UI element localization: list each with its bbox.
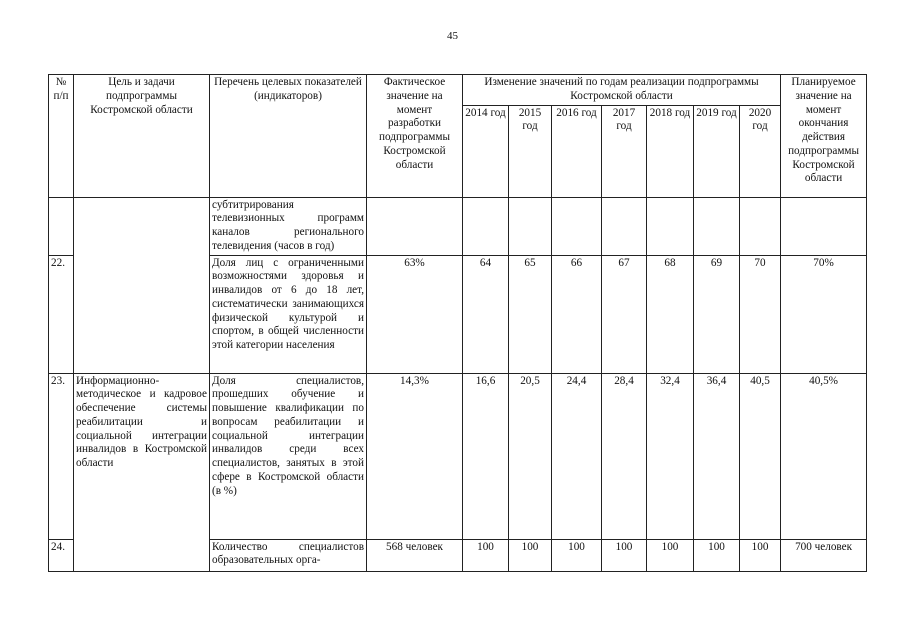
row-value-2016: 24,4 — [552, 373, 602, 539]
row-planned: 70% — [781, 255, 867, 373]
row-value-2015: 65 — [509, 255, 552, 373]
row-planned: 700 человек — [781, 539, 867, 571]
row-value-2018: 32,4 — [647, 373, 694, 539]
row-value-2019: 36,4 — [694, 373, 740, 539]
header-indicators: Перечень целевых показателей (индикаторов) — [210, 75, 367, 198]
table-row — [49, 197, 867, 255]
row-number: 23. — [49, 373, 74, 539]
row-value-2020: 40,5 — [740, 373, 781, 539]
header-year-2020: 2020 год — [740, 105, 781, 197]
row-value-2014: 16,6 — [463, 373, 509, 539]
row-value-2017: 100 — [602, 539, 647, 571]
header-year-2014: 2014 год — [463, 105, 509, 197]
row-indicator — [210, 373, 367, 539]
row-value-2019: 100 — [694, 539, 740, 571]
row-value-2020: 100 — [740, 539, 781, 571]
row-value-2020: 70 — [740, 255, 781, 373]
row-value-2017: 67 — [602, 255, 647, 373]
row-value-2017 — [602, 197, 647, 255]
row-planned — [781, 197, 867, 255]
row-indicator — [210, 197, 367, 255]
row-indicator-text: Доля специалистов, прошедших обучение и повышение квалификации по вопросам реабилитации и социальной интеграции инвалидов среди всех специалистов, занятых в этой сфере в Костромской области (в %) — [212, 374, 364, 497]
row-value-2016 — [552, 197, 602, 255]
row-actual: 568 человек — [367, 539, 463, 571]
header-actual: Фактическое значение на момент разработки подпрограммы Костромской области — [367, 75, 463, 198]
row-value-2019: 69 — [694, 255, 740, 373]
row-planned: 40,5% — [781, 373, 867, 539]
row-actual — [367, 197, 463, 255]
indicators-table — [48, 74, 867, 572]
header-number: № п/п — [49, 75, 74, 198]
row-indicator-text: Доля лиц с ограниченными возможностями здоровья и инвалидов от 6 до 18 лет, систематически занимающихся физической культурой и спортом, в общей численности этой категории населения — [212, 256, 364, 352]
row-number: 24. — [49, 539, 74, 571]
row-value-2015: 100 — [509, 539, 552, 571]
header-goal: Цель и задачи подпрограммы Костромской области — [74, 75, 210, 198]
row-indicator-text: субтитрирования телевизионных программ каналов регионального телевидения (часов в год) — [212, 198, 364, 252]
row-value-2015 — [509, 197, 552, 255]
row-goal-text: Информационно-методическое и кадровое обеспечение системы реабилитации и социальной интеграции инвалидов в Костромской области — [76, 374, 207, 470]
row-value-2017: 28,4 — [602, 373, 647, 539]
row-actual: 63% — [367, 255, 463, 373]
row-indicator — [210, 255, 367, 373]
row-value-2015: 20,5 — [509, 373, 552, 539]
row-value-2020 — [740, 197, 781, 255]
row-value-2016: 100 — [552, 539, 602, 571]
row-value-2018: 68 — [647, 255, 694, 373]
row-number — [49, 197, 74, 255]
header-year-2019: 2019 год — [694, 105, 740, 197]
row-goal — [74, 197, 210, 373]
row-indicator-text: Количество специалистов образовательных орга- — [212, 540, 364, 567]
header-planned: Планируемое значение на момент окончания действия подпрограммы Костромской области — [781, 75, 867, 198]
row-value-2018 — [647, 197, 694, 255]
row-value-2016: 66 — [552, 255, 602, 373]
row-goal — [74, 373, 210, 571]
page-number: 45 — [447, 30, 458, 42]
row-value-2019 — [694, 197, 740, 255]
row-value-2014: 64 — [463, 255, 509, 373]
header-year-2016: 2016 год — [552, 105, 602, 197]
row-value-2014: 100 — [463, 539, 509, 571]
header-year-2018: 2018 год — [647, 105, 694, 197]
table-row — [49, 373, 867, 539]
row-value-2018: 100 — [647, 539, 694, 571]
row-actual: 14,3% — [367, 373, 463, 539]
row-number: 22. — [49, 255, 74, 373]
row-value-2014 — [463, 197, 509, 255]
header-row-1 — [49, 75, 867, 106]
header-year-2015: 2015 год — [509, 105, 552, 197]
row-indicator — [210, 539, 367, 571]
header-years-group: Изменение значений по годам реализации подпрограммы Костромской области — [463, 75, 781, 106]
header-year-2017: 2017 год — [602, 105, 647, 197]
